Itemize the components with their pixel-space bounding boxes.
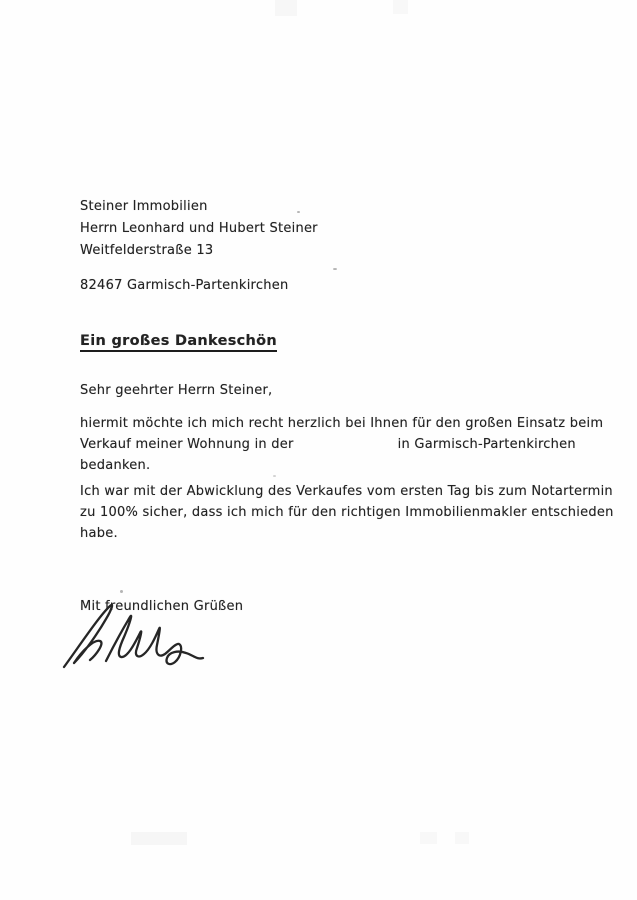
recipient-city: 82467 Garmisch-Partenkirchen	[80, 278, 289, 293]
scan-artifact	[393, 0, 408, 14]
recipient-address-block	[80, 196, 318, 297]
recipient-company: Steiner Immobilien	[80, 199, 208, 214]
paragraph-line: habe.	[80, 526, 118, 541]
recipient-street: Weitfelderstraße 13	[80, 243, 214, 258]
scan-artifact	[420, 832, 437, 844]
body-paragraph-1	[80, 413, 603, 476]
paragraph-line-with-gap	[80, 434, 603, 455]
closing-line: Mit freundlichen Grüßen	[80, 599, 244, 614]
paragraph-line: bedanken.	[80, 458, 151, 473]
scan-artifact	[275, 0, 297, 16]
subject-text: Ein großes Dankeschön	[80, 333, 277, 352]
scan-speck	[120, 590, 123, 593]
subject-line	[80, 331, 277, 352]
recipient-names: Herrn Leonhard und Hubert Steiner	[80, 221, 318, 236]
handwritten-signature-icon	[60, 601, 208, 673]
paragraph-fragment: Verkauf meiner Wohnung in der	[80, 437, 294, 452]
paragraph-line: hiermit möchte ich mich recht herzlich bei Ihnen für den großen Einsatz beim	[80, 416, 604, 431]
salutation: Sehr geehrter Herrn Steiner,	[80, 383, 273, 398]
body-paragraph-2	[80, 481, 614, 544]
scan-speck	[333, 268, 337, 270]
scan-artifact	[455, 832, 469, 844]
paragraph-line: Ich war mit der Abwicklung des Verkaufes vom ersten Tag bis zum Notartermin	[80, 484, 613, 499]
scan-artifact	[131, 832, 187, 845]
paragraph-line: zu 100% sicher, dass ich mich für den richtigen Immobilienmakler entschieden	[80, 505, 614, 520]
paragraph-fragment: in Garmisch-Partenkirchen	[397, 437, 576, 452]
